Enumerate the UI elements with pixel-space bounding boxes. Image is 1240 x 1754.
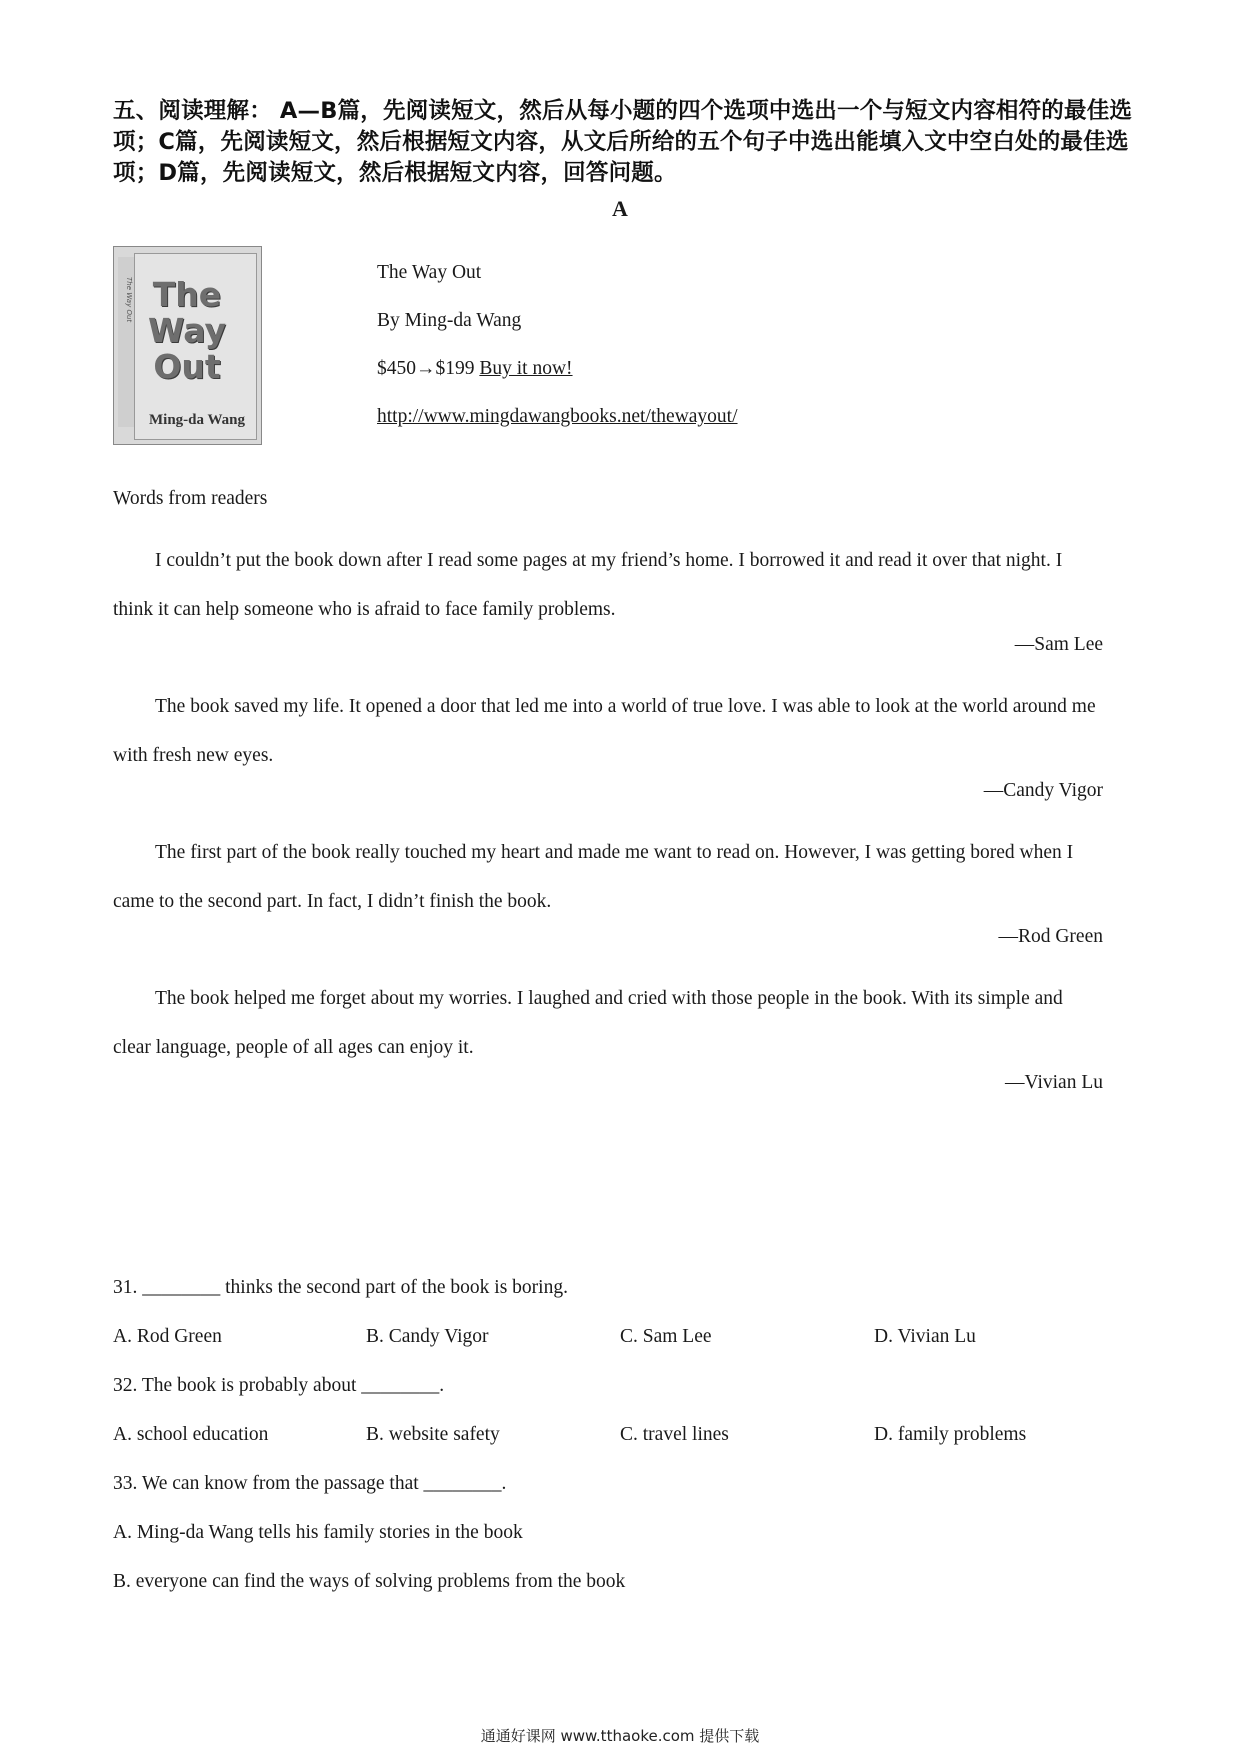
section-instructions: 五、阅读理解： A—B篇，先阅读短文，然后从每小题的四个选项中选出一个与短文内容相符的最佳选项；C篇，先阅读短文，然后根据短文内容，从文后所给的五个句子中选出能填入文中空白处的最佳选项；D篇，先阅读短文，然后根据短文内容，回答问题。 bbox=[113, 98, 1133, 186]
book-author: By Ming-da Wang bbox=[377, 310, 522, 331]
review-text: The first part of the book really touched my heart and made me want to read on. However, I was getting bored when I came to the second part. In fact, I didn’t finish the book. bbox=[113, 842, 1074, 912]
buy-now-link[interactable]: Buy it now! bbox=[479, 358, 573, 379]
option-d[interactable]: D. family problems bbox=[874, 1424, 1027, 1445]
option-b[interactable]: B. everyone can find the ways of solving problems from the book bbox=[113, 1571, 626, 1592]
review-author: —Vivian Lu bbox=[1005, 1072, 1103, 1093]
option-c[interactable]: C. travel lines bbox=[620, 1424, 729, 1445]
option-a[interactable]: A. school education bbox=[113, 1424, 269, 1445]
option-a[interactable]: A. Ming-da Wang tells his family stories in the book bbox=[113, 1522, 523, 1543]
option-b[interactable]: B. website safety bbox=[366, 1424, 500, 1445]
book-title: The Way Out bbox=[377, 262, 482, 283]
review-author: —Rod Green bbox=[998, 926, 1103, 947]
book-cover-author: Ming-da Wang bbox=[149, 412, 245, 428]
option-d[interactable]: D. Vivian Lu bbox=[874, 1326, 976, 1347]
book-cover-title: The Way Out bbox=[148, 275, 226, 386]
review-text: I couldn’t put the book down after I read some pages at my friend’s home. I borrowed it and read it over that night. I think it can help someone who is afraid to face family problems. bbox=[113, 550, 1063, 620]
book-price: $450→$199 bbox=[377, 358, 475, 379]
page-footer: 通通好课网 www.tthaoke.com 提供下载 bbox=[480, 1727, 760, 1745]
book-spine-text: The Way Out bbox=[125, 277, 133, 323]
question-31: 31. ________ thinks the second part of the book is boring. bbox=[113, 1277, 568, 1298]
book-cover-image bbox=[113, 246, 262, 445]
option-a[interactable]: A. Rod Green bbox=[113, 1326, 222, 1347]
review-author: —Sam Lee bbox=[1014, 634, 1103, 655]
option-b[interactable]: B. Candy Vigor bbox=[366, 1326, 489, 1347]
review-text: The book saved my life. It opened a door that led me into a world of true love. I was able to look at the world around me with fresh new eyes. bbox=[113, 696, 1096, 766]
review-text: The book helped me forget about my worries. I laughed and cried with those people in the book. With its simple and clear language, people of all ages can enjoy it. bbox=[113, 988, 1063, 1058]
readers-heading: Words from readers bbox=[113, 488, 268, 509]
option-c[interactable]: C. Sam Lee bbox=[620, 1326, 712, 1347]
book-url-link[interactable]: http://www.mingdawangbooks.net/thewayout/ bbox=[377, 406, 738, 427]
question-33: 33. We can know from the passage that ________. bbox=[113, 1473, 507, 1494]
section-label: A bbox=[612, 196, 628, 221]
question-32: 32. The book is probably about ________. bbox=[113, 1375, 445, 1396]
review-author: —Candy Vigor bbox=[983, 780, 1103, 801]
book-price-line bbox=[377, 358, 573, 380]
